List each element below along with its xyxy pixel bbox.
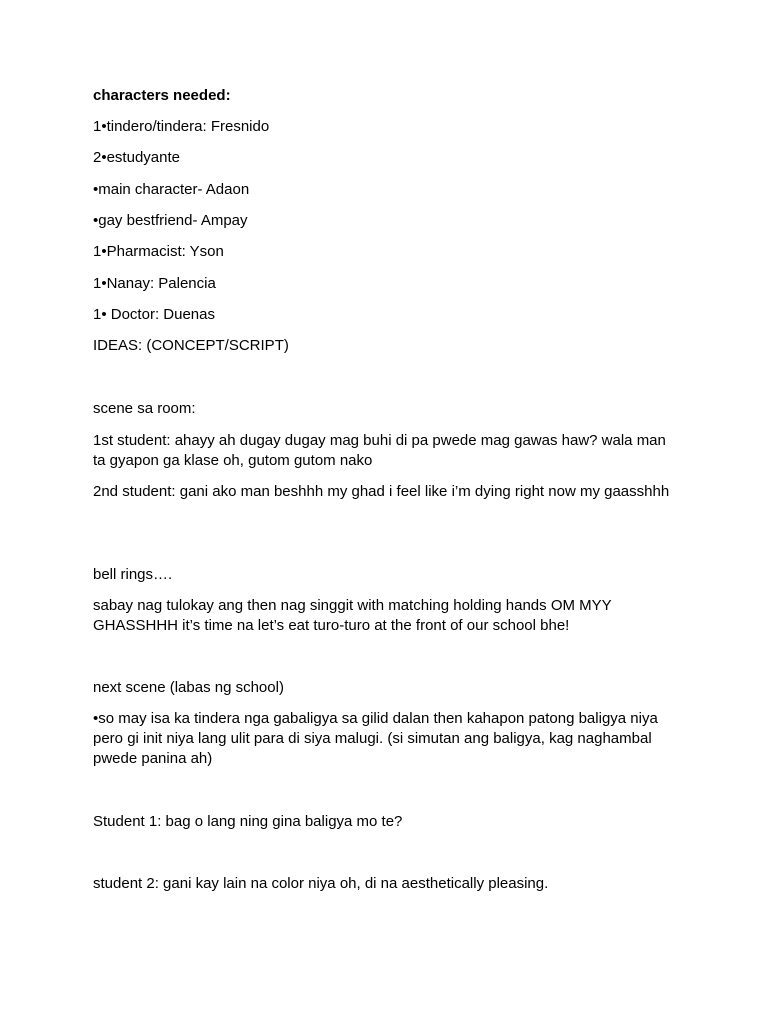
stage-direction: bell rings…. [93, 566, 173, 583]
character-item: 1• Doctor: Duenas [93, 306, 215, 323]
character-item: 1•tindero/tindera: Fresnido [93, 118, 270, 135]
dialogue-paragraph: 2nd student: gani ako man beshhh my ghad i feel like i’m dying right now my gaasshhh [93, 483, 670, 500]
character-item: 1•Nanay: Palencia [93, 275, 216, 292]
character-item: 1•Pharmacist: Yson [93, 243, 224, 260]
ideas-heading: IDEAS: (CONCEPT/SCRIPT) [93, 337, 289, 354]
character-item: 2•estudyante [93, 149, 180, 166]
character-item: •main character- Adaon [93, 181, 250, 198]
stage-direction: sabay nag tulokay ang then nag singgit with matching holding hands OM MYY GHASSHHH it’s time na let’s eat turo-turo at the front of our school bhe! [93, 597, 612, 634]
characters-heading: characters needed: [93, 87, 231, 104]
stage-direction: •so may isa ka tindera nga gabaligya sa gilid dalan then kahapon patong baligya niya pero gi init niya lang ulit para di siya malugi. (si simutan ang baligya, kag naghambal pwede panina ah) [93, 710, 658, 767]
scene-heading: next scene (labas ng school) [93, 679, 284, 696]
dialogue-paragraph: 1st student: ahayy ah dugay dugay mag buhi di pa pwede mag gawas haw? wala man ta gyapon ga klase oh, gutom gutom nako [93, 432, 666, 469]
scene-heading: scene sa room: [93, 400, 196, 417]
character-item: •gay bestfriend- Ampay [93, 212, 248, 229]
dialogue-paragraph: Student 1: bag o lang ning gina baligya mo te? [93, 813, 403, 830]
dialogue-paragraph: student 2: gani kay lain na color niya oh, di na aesthetically pleasing. [93, 875, 549, 892]
